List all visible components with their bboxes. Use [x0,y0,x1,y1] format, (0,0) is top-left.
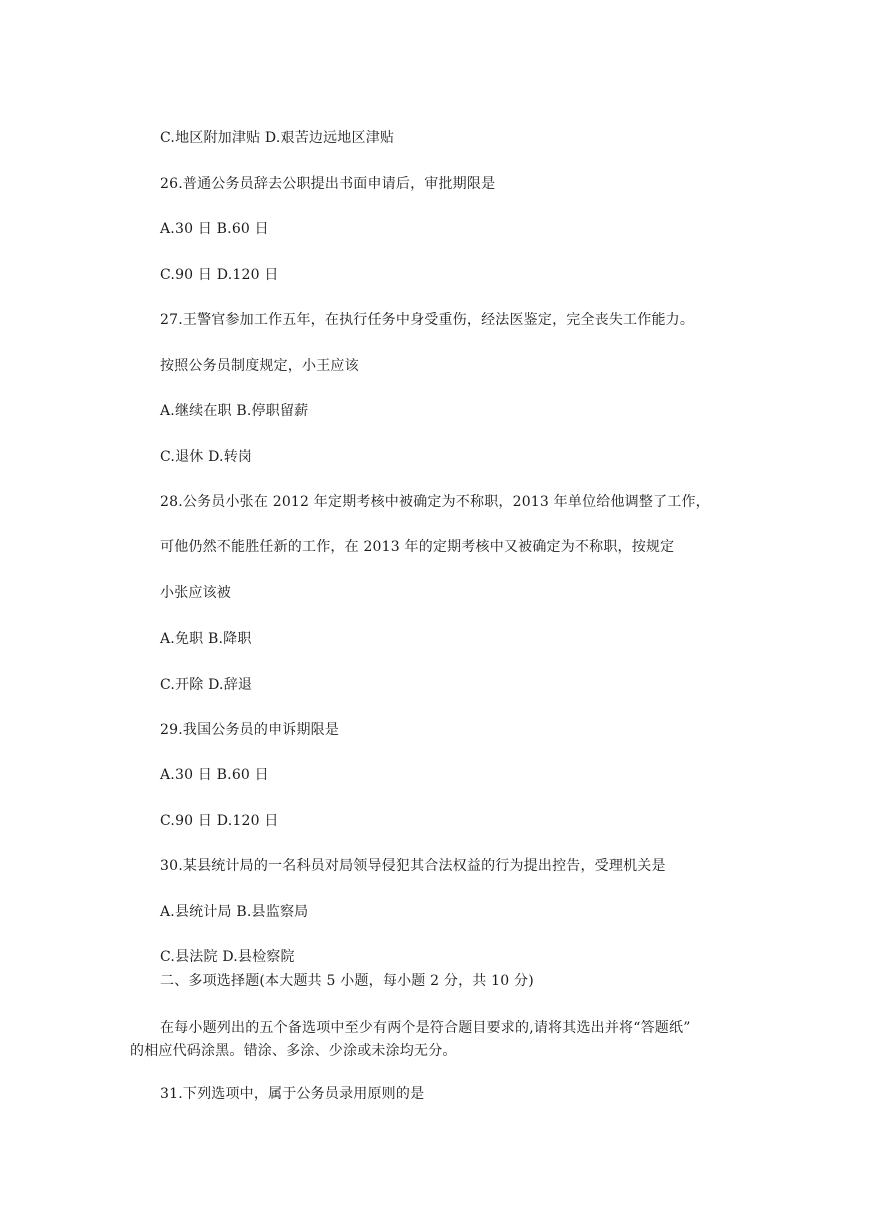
q27-stem-line2: 按照公务员制度规定，小王应该 [160,358,359,374]
q30-stem: 30.某县统计局的一名科员对局领导侵犯其合法权益的行为提出控告，受理机关是 [160,858,666,874]
q28-options-ab: A.免职 B.降职 [160,631,252,647]
q29-stem: 29.我国公务员的申诉期限是 [160,722,340,738]
instructions-line2: 的相应代码涂黑。错涂、多涂、少涂或未涂均无分。 [130,1043,457,1059]
q29-options-cd: C.90 日 D.120 日 [160,813,279,829]
q25-options-cd: C.地区附加津贴 D.艰苦边远地区津贴 [160,130,395,146]
instructions-line1: 在每小题列出的五个备选项中至少有两个是符合题目要求的,请将其选出并将“答题纸” [160,1020,691,1036]
q26-stem: 26.普通公务员辞去公职提出书面申请后，审批期限是 [160,176,496,192]
q28-stem-line1: 28.公务员小张在 2012 年定期考核中被确定为不称职，2013 年单位给他调整了工作， [160,494,710,510]
q30-options-cd: C.县法院 D.县检察院 [160,949,295,965]
q29-options-ab: A.30 日 B.60 日 [160,767,269,783]
q27-stem-line1: 27.王警官参加工作五年，在执行任务中身受重伤，经法医鉴定，完全丧失工作能力。 [160,312,695,328]
q27-options-ab: A.继续在职 B.停职留薪 [160,403,309,419]
q28-stem-line3: 小张应该被 [160,585,231,601]
q28-stem-line2: 可他仍然不能胜任新的工作，在 2013 年的定期考核中又被确定为不称职，按规定 [160,539,675,555]
q26-options-cd: C.90 日 D.120 日 [160,267,279,283]
section-heading: 二、多项选择题(本大题共 5 小题，每小题 2 分，共 10 分) [160,973,534,989]
q30-options-ab: A.县统计局 B.县监察局 [160,904,309,920]
q31-stem: 31.下列选项中，属于公务员录用原则的是 [160,1086,425,1102]
q28-options-cd: C.开除 D.辞退 [160,677,253,693]
q27-options-cd: C.退休 D.转岗 [160,449,253,465]
q26-options-ab: A.30 日 B.60 日 [160,221,269,237]
